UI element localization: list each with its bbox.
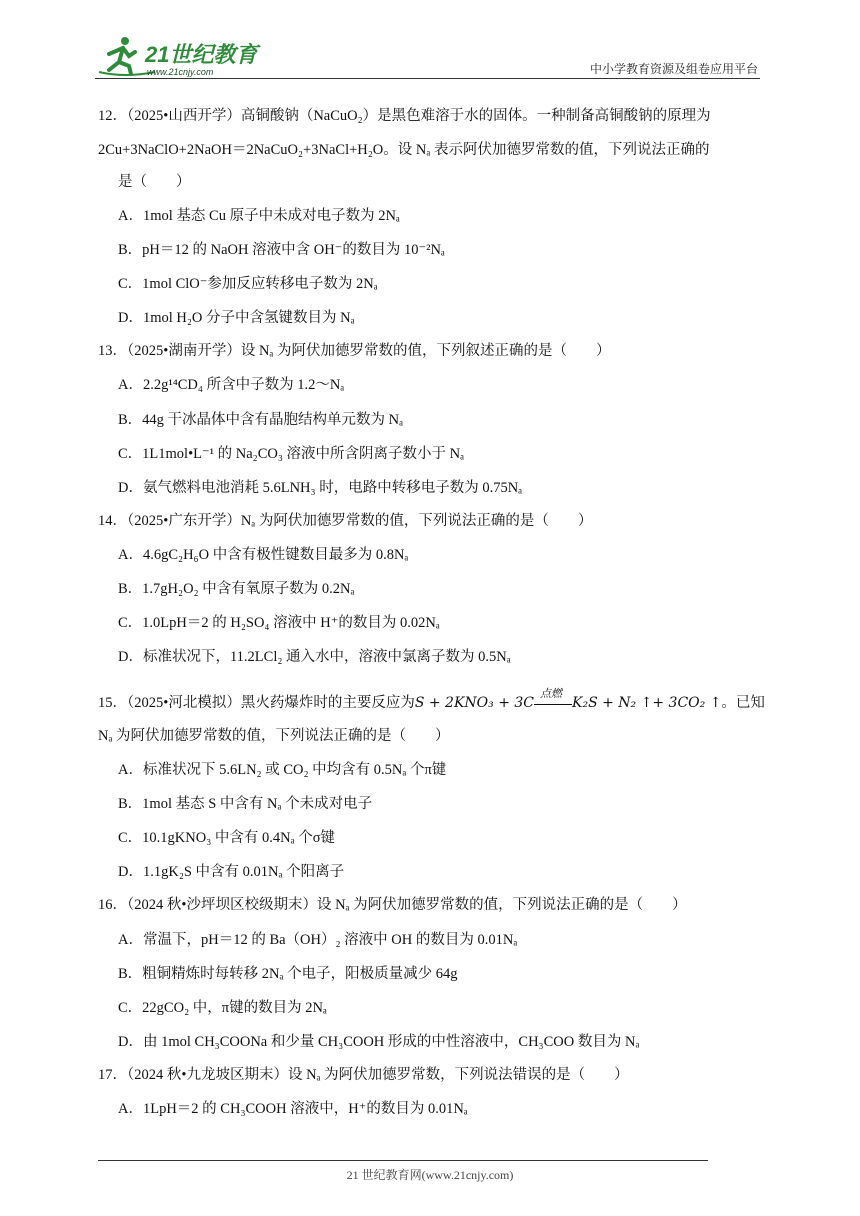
q15-stem-prefix: 15．（2025•河北模拟）黑火药爆炸时的主要反应为 bbox=[98, 695, 415, 711]
logo-text: 21世纪教育 bbox=[145, 42, 258, 67]
q12-option-a: A．1mol 基态 Cu 原子中未成对电子数为 2Nₐ bbox=[118, 208, 400, 224]
q12-stem-line2: 2Cu+3NaClO+2NaOH＝2NaCuO₂+3NaCl+H₂O。设 Nₐ 表示阿伏加德罗常数的值，下列说法正确的 bbox=[98, 142, 710, 158]
q13-option-d: D．氨气燃料电池消耗 5.6LNH₃ 时，电路中转移电子数为 0.75Nₐ bbox=[118, 480, 523, 496]
q13-option-b: B．44g 干冰晶体中含有晶胞结构单元数为 Nₐ bbox=[118, 412, 404, 428]
reaction-condition: 点燃 bbox=[540, 687, 563, 700]
q14-option-d: D．标准状况下，11.2LCl₂ 通入水中，溶液中氯离子数为 0.5Nₐ bbox=[118, 649, 511, 665]
q13-option-c: C．1L1mol•L⁻¹ 的 Na₂CO₃ 溶液中所含阴离子数小于 Nₐ bbox=[118, 446, 465, 462]
q15-option-b: B．1mol 基态 S 中含有 Nₐ 个未成对电子 bbox=[118, 796, 373, 812]
q14-stem: 14．（2025•广东开学）Nₐ 为阿伏加德罗常数的值，下列说法正确的是（ ） bbox=[98, 513, 593, 529]
q13-option-a: A．2.2g¹⁴CD₄ 所含中子数为 1.2～Nₐ bbox=[118, 377, 345, 393]
q16-option-d: D．由 1mol CH₃COONa 和少量 CH₃COOH 形成的中性溶液中，CH₃COO 数目为 Nₐ bbox=[118, 1034, 640, 1050]
q15-stem-line1 bbox=[98, 687, 765, 713]
q16-option-c: C．22gCO₂ 中，π键的数目为 2Nₐ bbox=[118, 1000, 327, 1016]
q12-option-c: C．1mol ClO⁻参加反应转移电子数为 2Nₐ bbox=[118, 276, 378, 292]
q15-stem-line2: Nₐ 为阿伏加德罗常数的值，下列说法正确的是（ ） bbox=[98, 728, 450, 744]
q12-option-d: D．1mol H₂O 分子中含氢键数目为 Nₐ bbox=[118, 310, 355, 326]
q15-option-c: C．10.1gKNO₃ 中含有 0.4Nₐ 个σ键 bbox=[118, 830, 336, 846]
q12-option-b: B．pH＝12 的 NaOH 溶液中含 OH⁻的数目为 10⁻²Nₐ bbox=[118, 242, 445, 258]
footer-divider bbox=[98, 1160, 708, 1161]
q14-option-b: B．1.7gH₂O₂ 中含有氧原子数为 0.2Nₐ bbox=[118, 581, 355, 597]
q15-stem-suffix: 。已知 bbox=[721, 695, 765, 711]
q15-option-a: A．标准状况下 5.6LN₂ 或 CO₂ 中均含有 0.5Nₐ 个π键 bbox=[118, 762, 447, 778]
page-footer: 21 世纪教育网(www.21cnjy.com) bbox=[346, 1168, 514, 1182]
q14-option-c: C．1.0LpH＝2 的 H₂SO₄ 溶液中 H⁺的数目为 0.02Nₐ bbox=[118, 615, 440, 631]
q12-stem-line1: 12．（2025•山西开学）高铜酸钠（NaCuO₂）是黑色难溶于水的固体。一种制备高铜酸钠的原理为 bbox=[98, 108, 711, 124]
q16-option-b: B．粗铜精炼时每转移 2Nₐ 个电子，阳极质量减少 64g bbox=[118, 966, 458, 982]
reaction-arrow bbox=[534, 687, 572, 711]
header-divider bbox=[95, 78, 760, 79]
header-tagline: 中小学教育资源及组卷应用平台 bbox=[589, 62, 758, 76]
q16-stem: 16．（2024 秋•沙坪坝区校级期末）设 Nₐ 为阿伏加德罗常数的值，下列说法正确的是（ ） bbox=[98, 897, 687, 913]
q12-stem-line3: 是（ ） bbox=[118, 174, 191, 190]
q17-option-a: A．1LpH＝2 的 CH₃COOH 溶液中，H⁺的数目为 0.01Nₐ bbox=[118, 1101, 468, 1117]
q13-stem: 13．（2025•湖南开学）设 Nₐ 为阿伏加德罗常数的值，下列叙述正确的是（ ） bbox=[98, 343, 611, 359]
page-header bbox=[95, 32, 760, 82]
q15-equation-left: S + 2KNO₃ + 3C bbox=[414, 695, 535, 711]
q17-stem: 17．（2024 秋•九龙坡区期末）设 Nₐ 为阿伏加德罗常数，下列说法错误的是（ ） bbox=[98, 1067, 629, 1083]
site-logo bbox=[95, 32, 265, 80]
q15-option-d: D．1.1gK₂S 中含有 0.01Nₐ 个阳离子 bbox=[118, 864, 345, 880]
q16-option-a: A．常温下，pH＝12 的 Ba（OH）₂ 溶液中 OH 的数目为 0.01Nₐ bbox=[118, 932, 518, 948]
q15-equation-right: K₂S + N₂ ↑+ 3CO₂ ↑ bbox=[572, 695, 722, 711]
q14-option-a: A．4.6gC₂H₆O 中含有极性键数目最多为 0.8Nₐ bbox=[118, 547, 409, 563]
logo-url: www.21cnjy.com bbox=[147, 67, 214, 77]
